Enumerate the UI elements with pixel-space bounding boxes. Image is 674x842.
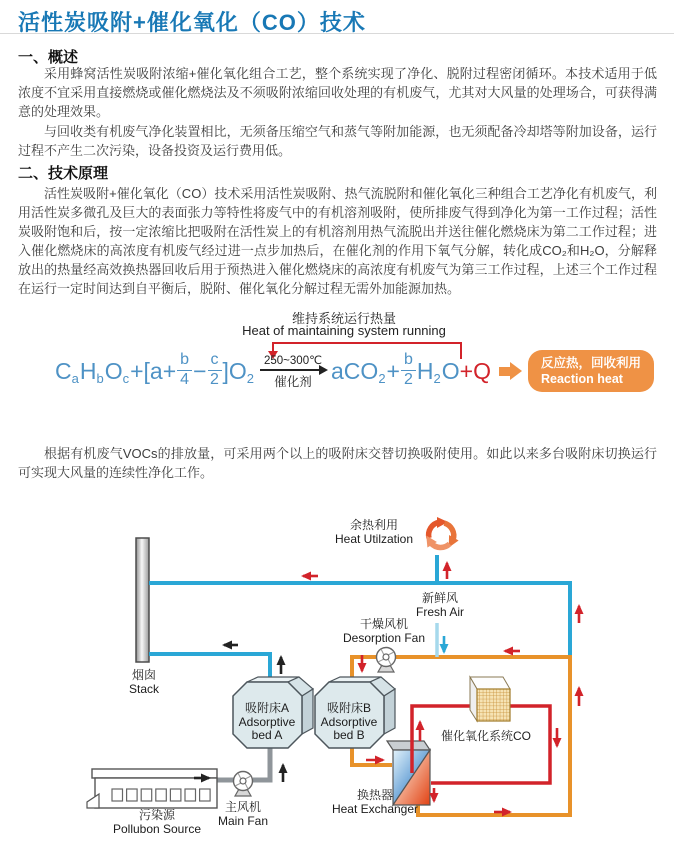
paragraph: 采用蜂窝活性炭吸附浓缩+催化氧化组合工艺，整个系统实现了净化、脱附过程密闭循环。本技术适用于低浓度不宜采用直接燃烧或催化燃烧法及不须吸附浓缩回收处理的有机废气，尤其对大风量的处理场合，可获得满意的处理效果。: [18, 66, 657, 119]
process-flow-diagram: [0, 505, 674, 842]
section-heading-overview: 一、概述: [18, 49, 79, 66]
section-heading-principle: 二、技术原理: [18, 165, 109, 182]
reaction-heat-q: +Q: [459, 357, 491, 384]
paragraph: 根据有机废气VOCs的排放量，可采用两个以上的吸附床交替切换吸附使用。如此以来多台吸附床切换运行可实现大风量的连续性净化工作。: [18, 446, 657, 480]
label-heat-utilization: 余热利用 Heat Utilzation: [334, 518, 414, 546]
reaction-heat-badge: 反应热，回收利用 Reaction heat: [528, 350, 654, 392]
label-adsorptive-bed-a: 吸附床A Adsorptive bed A: [238, 701, 296, 742]
page-title: 活性炭吸附+催化氧化（CO）技术: [18, 10, 366, 35]
bracket-label-en: Heat of maintaining system running: [242, 323, 446, 338]
bracket-label-zh: 维持系统运行热量: [291, 311, 397, 326]
label-desorption-fan: 干燥风机 Desorption Fan: [342, 617, 426, 645]
blue-stack-pipe: [149, 654, 270, 681]
paragraph: 与回收类有机废气净化装置相比，无须备压缩空气和蒸气等附加能源，也无须配备冷却塔等附加设备，运行过程不产生二次污染，设备投资及运行费用低。: [18, 124, 657, 158]
catalyst-condition-arrow: 250~300℃ 催化剂: [260, 353, 326, 390]
stack-chimney-shape: [136, 538, 149, 662]
label-stack: 烟囱 Stack: [128, 668, 160, 696]
gray-duct-beda: [253, 748, 270, 780]
label-heat-exchanger: 换热器 Heat Exchanger: [331, 788, 419, 816]
factory-shape: [87, 769, 217, 808]
label-adsorptive-bed-b: 吸附床B Adsorptive bed B: [320, 701, 378, 742]
label-co-system: 催化氧化系统CO: [440, 729, 532, 743]
chemical-equation: C a H b O c +[a+ $\frac{b}{4}$ − $\frac{c}{2}$ ]O 2 250~300℃ 催化剂 aCO 2 + $\frac{b}{2}$ H 2 O +Q 反应热，回收利用 Reaction heat: [55, 347, 654, 395]
orange-bedb-to-hx-pipe: [352, 746, 392, 765]
reaction-equation-figure: [0, 305, 674, 407]
desorption-fan-icon: [377, 648, 396, 673]
orange-arrow-icon: [499, 362, 522, 380]
label-fresh-air: 新鲜风 Fresh Air: [415, 591, 465, 619]
main-fan-icon: [234, 772, 253, 797]
title-divider: [0, 33, 674, 34]
co-catalyst-cube: [470, 677, 510, 721]
recycle-icon: [422, 517, 463, 555]
factory-windows: [112, 789, 210, 801]
heat-return-bracket: [272, 342, 462, 344]
label-main-fan: 主风机 Main Fan: [217, 800, 269, 828]
label-pollution-source: 污染源 Pollubon Source: [112, 808, 202, 836]
paragraph: 活性炭吸附+催化氧化（CO）技术采用活性炭吸附、热气流脱附和催化氧化三种组合工艺净化有机废气，利用活性炭多微孔及巨大的表面张力等特性将废气中的有机溶剂吸附，使所排废气得到净化为第一工作过程；活性炭吸附饱和后，按一定浓缩比把吸附在活性炭上的有机溶剂用热气流脱出并送往催化燃烧床为第二工作过程；进入催化燃烧床的高浓度有机废气经过进一点步加热后，在催化剂的作用下氧气分解，转化成CO₂和H₂O，分解释放出的热量经高效换热器回收后用于预热进入催化燃烧床的高浓度有机废气为第三工作过程，上述三个工作过程在运行一定时间达到自平衡后，脱附、催化氧化分解过程无需外加能源加热。: [18, 186, 657, 296]
